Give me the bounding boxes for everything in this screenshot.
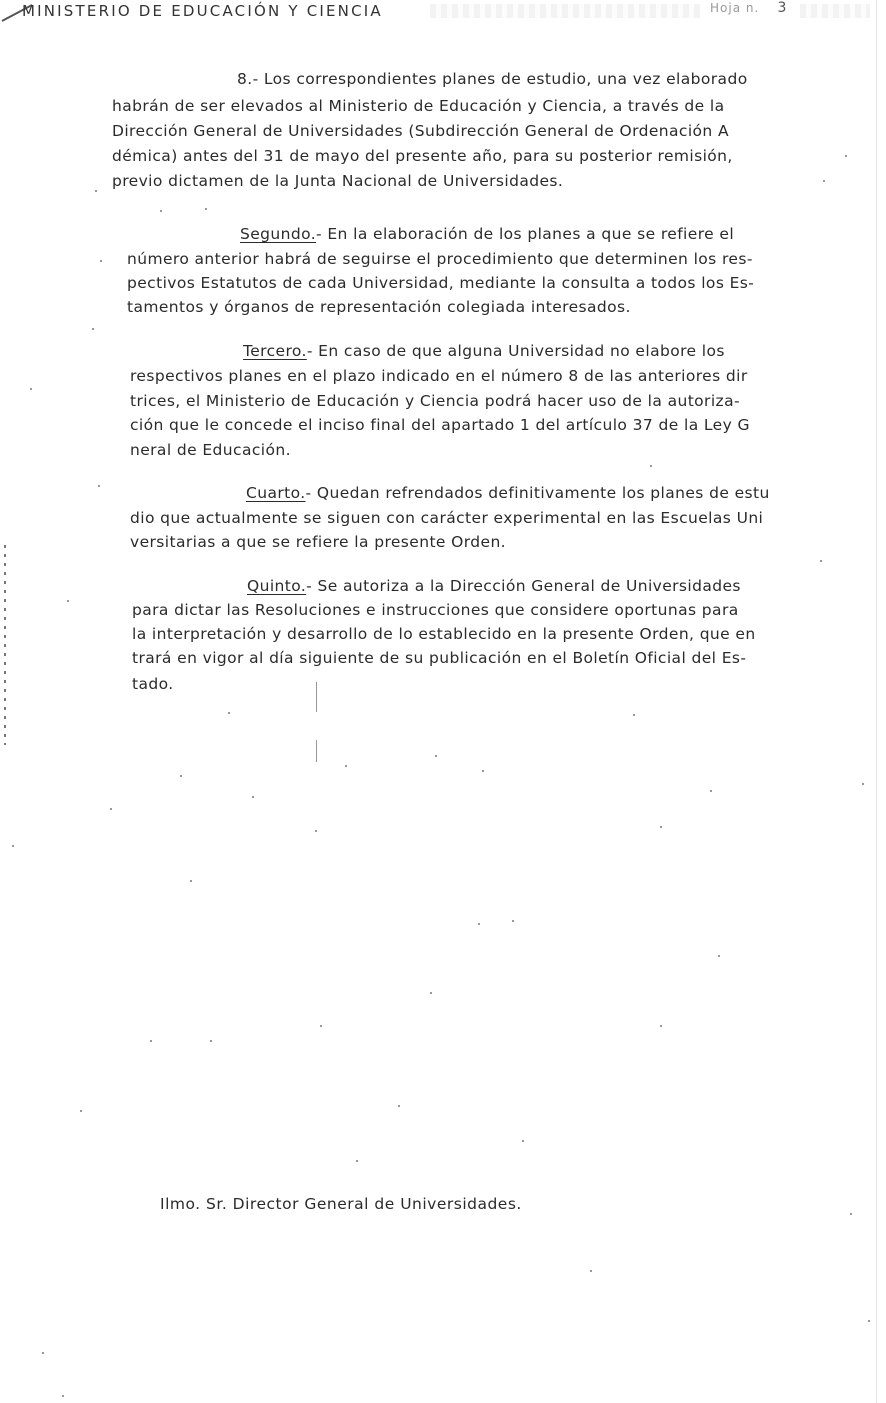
scan-speck [110,808,112,810]
paragraph-first-line [240,225,734,243]
scan-mark [316,682,317,712]
scan-speck [522,1140,524,1142]
paragraph-line: 8.- Los correspondientes planes de estudio, una vez elaborado [237,70,748,88]
scan-speck [67,600,69,602]
scan-speck [228,712,230,714]
scan-speck [482,770,484,772]
page-label: Hoja n. [710,1,760,15]
scan-speck [862,783,864,785]
scan-speck [180,775,182,777]
binding-hole-marks [4,545,6,745]
paragraph-line: tamentos y órganos de representación colegiada interesados. [127,298,631,316]
scan-speck [160,210,162,212]
scan-mark [316,740,317,762]
section-heading: Segundo. [240,225,317,243]
paragraph-line: versitarias a que se refiere la presente Orden. [130,533,507,551]
paragraph-line: neral de Educación. [130,441,291,459]
paragraph-first-line [246,484,770,502]
scan-speck [850,1213,852,1215]
page-number-block [710,0,786,16]
paragraph-line: Dirección General de Universidades (Subdirección General de Ordenación A [112,122,729,140]
scan-speck [710,790,712,792]
paragraph-line: - Quedan refrendados definitivamente los planes de estu [305,484,770,502]
ministry-heading: MINISTERIO DE EDUCACIÓN Y CIENCIA [22,2,383,20]
paragraph-line: para dictar las Resoluciones e instrucciones que considere oportunas para [132,601,739,619]
scan-speck [633,714,635,716]
paragraph-line: - En caso de que alguna Universidad no elabore los [306,342,725,360]
scan-speck [42,1352,44,1354]
page-number: 3 [777,0,787,16]
scan-speck [80,1110,82,1112]
scan-speck [150,1040,152,1042]
scan-speck [345,765,347,767]
scan-speck [430,992,432,994]
scan-speck [98,485,100,487]
scan-speck [95,190,97,192]
scan-speck [100,260,102,262]
paragraph-first-line [243,342,725,360]
scan-speck [512,920,514,922]
paragraph-line: trices, el Ministerio de Educación y Ciencia podrá hacer uso de la autoriza- [130,392,740,410]
scan-speck [92,328,94,330]
scan-speck [210,1040,212,1042]
scan-speck [315,830,317,832]
scan-speck [62,1395,64,1397]
paragraph-line: dio que actualmente se siguen con carácter experimental en las Escuelas Uni [130,509,764,527]
scan-speck [435,755,437,757]
scan-speck [868,1320,870,1322]
scan-speck [252,796,254,798]
section-heading: Cuarto. [246,484,306,502]
paragraph-line: habrán de ser elevados al Ministerio de Educación y Ciencia, a través de la [112,97,725,115]
scan-speck [660,1025,662,1027]
scan-speck [823,180,825,182]
paragraph-line: la interpretación y desarrollo de lo establecido en la presente Orden, que en [132,625,756,643]
scan-speck [590,1270,592,1272]
addressee-line: Ilmo. Sr. Director General de Universidades. [160,1195,522,1213]
paragraph-line: respectivos planes en el plazo indicado en el número 8 de las anteriores dir [130,367,748,385]
paragraph-line: - Se autoriza a la Dirección General de Universidades [306,577,741,595]
paragraph-line: pectivos Estatutos de cada Universidad, mediante la consulta a todos los Es- [127,274,755,292]
scan-speck [650,465,652,467]
section-heading: Quinto. [247,577,307,595]
scan-speck [30,388,32,390]
scan-speck [845,155,847,157]
paragraph-line: tado. [132,675,174,693]
header-smudge [430,4,700,18]
scan-speck [660,826,662,828]
paragraph-line: - En la elaboración de los planes a que se refiere el [316,225,735,243]
paragraph-line: ción que le concede el inciso final del apartado 1 del artículo 37 de la Ley G [130,416,750,434]
scan-speck [12,845,14,847]
right-margin-rule [876,0,877,1403]
section-heading: Tercero. [243,342,307,360]
paragraph-line: previo dictamen de la Junta Nacional de Universidades. [112,172,564,190]
scan-speck [356,1160,358,1162]
paragraph-line: número anterior habrá de seguirse el procedimiento que determinen los res- [127,250,753,268]
scan-speck [820,560,822,562]
scan-speck [320,1025,322,1027]
paragraph-line: trará en vigor al día siguiente de su publicación en el Boletín Oficial del Es- [132,649,747,667]
scan-speck [398,1105,400,1107]
header-smudge-right [800,4,870,18]
scan-speck [478,923,480,925]
paragraph-first-line [247,577,741,595]
scan-speck [718,955,720,957]
scan-speck [190,880,192,882]
scan-speck [205,208,207,210]
paragraph-line: démica) antes del 31 de mayo del presente año, para su posterior remisión, [112,147,733,165]
